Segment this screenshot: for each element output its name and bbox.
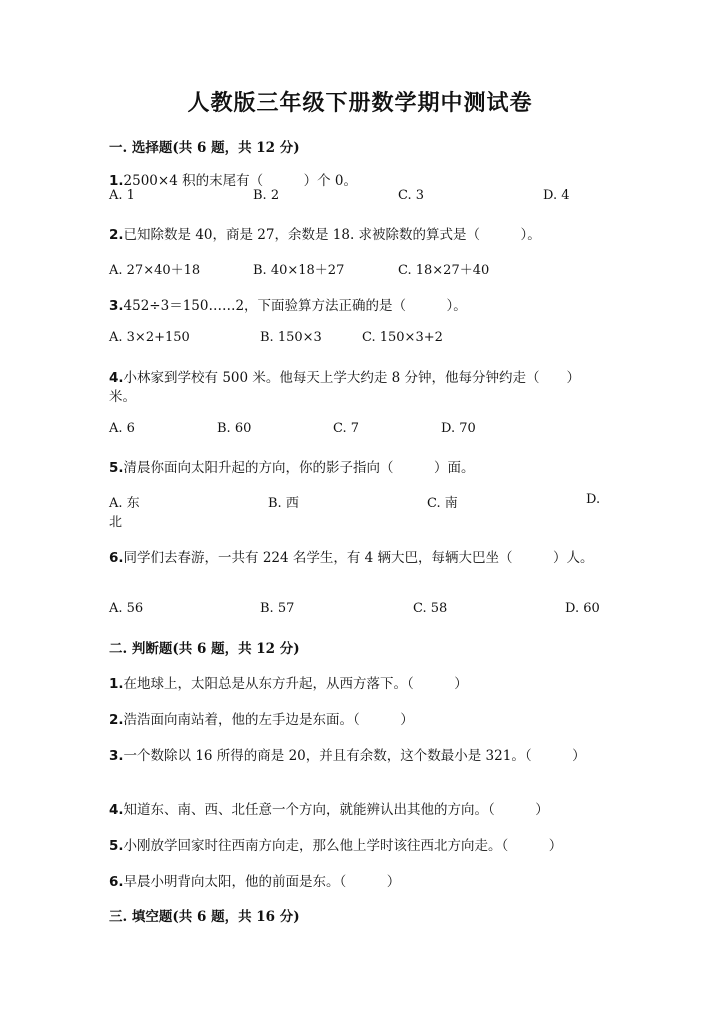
question-text: 早晨小明背向太阳，他的前面是东。（ ） — [123, 874, 401, 890]
option-c: C. 18×27＋40 — [398, 263, 490, 278]
option-b: B. 西 — [268, 496, 299, 511]
question-number: 5. — [109, 460, 124, 476]
question-number: 4. — [109, 802, 124, 818]
option-b: B. 60 — [217, 421, 252, 436]
option-b: B. 57 — [260, 601, 295, 616]
option-a: A. 3×2+150 — [109, 330, 190, 345]
option-c: C. 3 — [398, 188, 425, 203]
option-a: A. 6 — [109, 421, 135, 436]
option-d-wrap: 北 — [109, 515, 123, 530]
option-c: C. 150×3+2 — [362, 330, 443, 345]
option-b: B. 40×18＋27 — [253, 263, 345, 278]
question — [109, 456, 475, 476]
option-d: D. 4 — [543, 188, 570, 203]
question-number: 6. — [109, 550, 124, 566]
option-b: B. 150×3 — [260, 330, 322, 345]
question — [109, 744, 586, 764]
question-text: 一个数除以 16 所得的商是 20，并且有余数，这个数最小是 321。（ ） — [123, 748, 586, 764]
question-text: 在地球上，太阳总是从东方升起，从西方落下。（ ） — [123, 676, 468, 692]
question — [109, 366, 580, 386]
question-text: 知道东、南、西、北任意一个方向，就能辨认出其他的方向。（ ） — [123, 802, 549, 818]
question-number: 2. — [109, 227, 124, 243]
question-text: 小刚放学回家时往西南方向走，那么他上学时该往西北方向走。（ ） — [123, 838, 563, 854]
option-d: D. 60 — [565, 601, 600, 616]
option-c: C. 7 — [333, 421, 360, 436]
option-d: D. 70 — [441, 421, 476, 436]
question-number: 3. — [109, 748, 124, 764]
question-number: 1. — [109, 676, 124, 692]
option-a: A. 27×40＋18 — [109, 263, 201, 278]
question-number: 1. — [109, 173, 124, 189]
section-heading-fill-in: 三. 填空题(共 6 题，共 16 分) — [109, 909, 300, 925]
question — [109, 672, 468, 692]
question-number: 5. — [109, 838, 124, 854]
question — [109, 834, 562, 854]
question-text: 已知除数是 40，商是 27，余数是 18. 求被除数的算式是（ ）。 — [123, 227, 541, 243]
question-text: 同学们去春游，一共有 224 名学生，有 4 辆大巴，每辆大巴坐（ ）人。 — [123, 550, 594, 566]
question-number: 4. — [109, 370, 124, 386]
question-number: 3. — [109, 298, 124, 314]
option-c: C. 58 — [413, 601, 448, 616]
question — [109, 546, 594, 566]
question — [109, 294, 467, 314]
question-number: 6. — [109, 874, 124, 890]
option-a: A. 1 — [109, 188, 135, 203]
question — [109, 798, 549, 818]
question-text: 452÷3＝150……2，下面验算方法正确的是（ ）。 — [123, 298, 467, 314]
page-title: 人教版三年级下册数学期中测试卷 — [187, 90, 533, 116]
option-b: B. 2 — [253, 188, 280, 203]
option-a: A. 东 — [109, 496, 140, 511]
question — [109, 223, 541, 243]
question-text-continued: 米。 — [109, 389, 136, 405]
option-a: A. 56 — [109, 601, 144, 616]
question-number: 2. — [109, 712, 124, 728]
question-text: 小林家到学校有 500 米。他每天上学大约走 8 分钟，他每分钟约走（ ） — [123, 370, 581, 386]
option-d: D. — [586, 492, 601, 507]
question — [109, 870, 400, 890]
question-text: 浩浩面向南站着，他的左手边是东面。（ ） — [123, 712, 414, 728]
question — [109, 169, 357, 189]
section-heading-judgement: 二. 判断题(共 6 题，共 12 分) — [109, 641, 300, 657]
section-heading-choice: 一. 选择题(共 6 题，共 12 分) — [109, 140, 300, 156]
question-text: 2500×4 积的末尾有（ ）个 0。 — [123, 173, 357, 189]
question — [109, 708, 414, 728]
option-c: C. 南 — [427, 496, 458, 511]
question-text: 清晨你面向太阳升起的方向，你的影子指向（ ）面。 — [123, 460, 475, 476]
